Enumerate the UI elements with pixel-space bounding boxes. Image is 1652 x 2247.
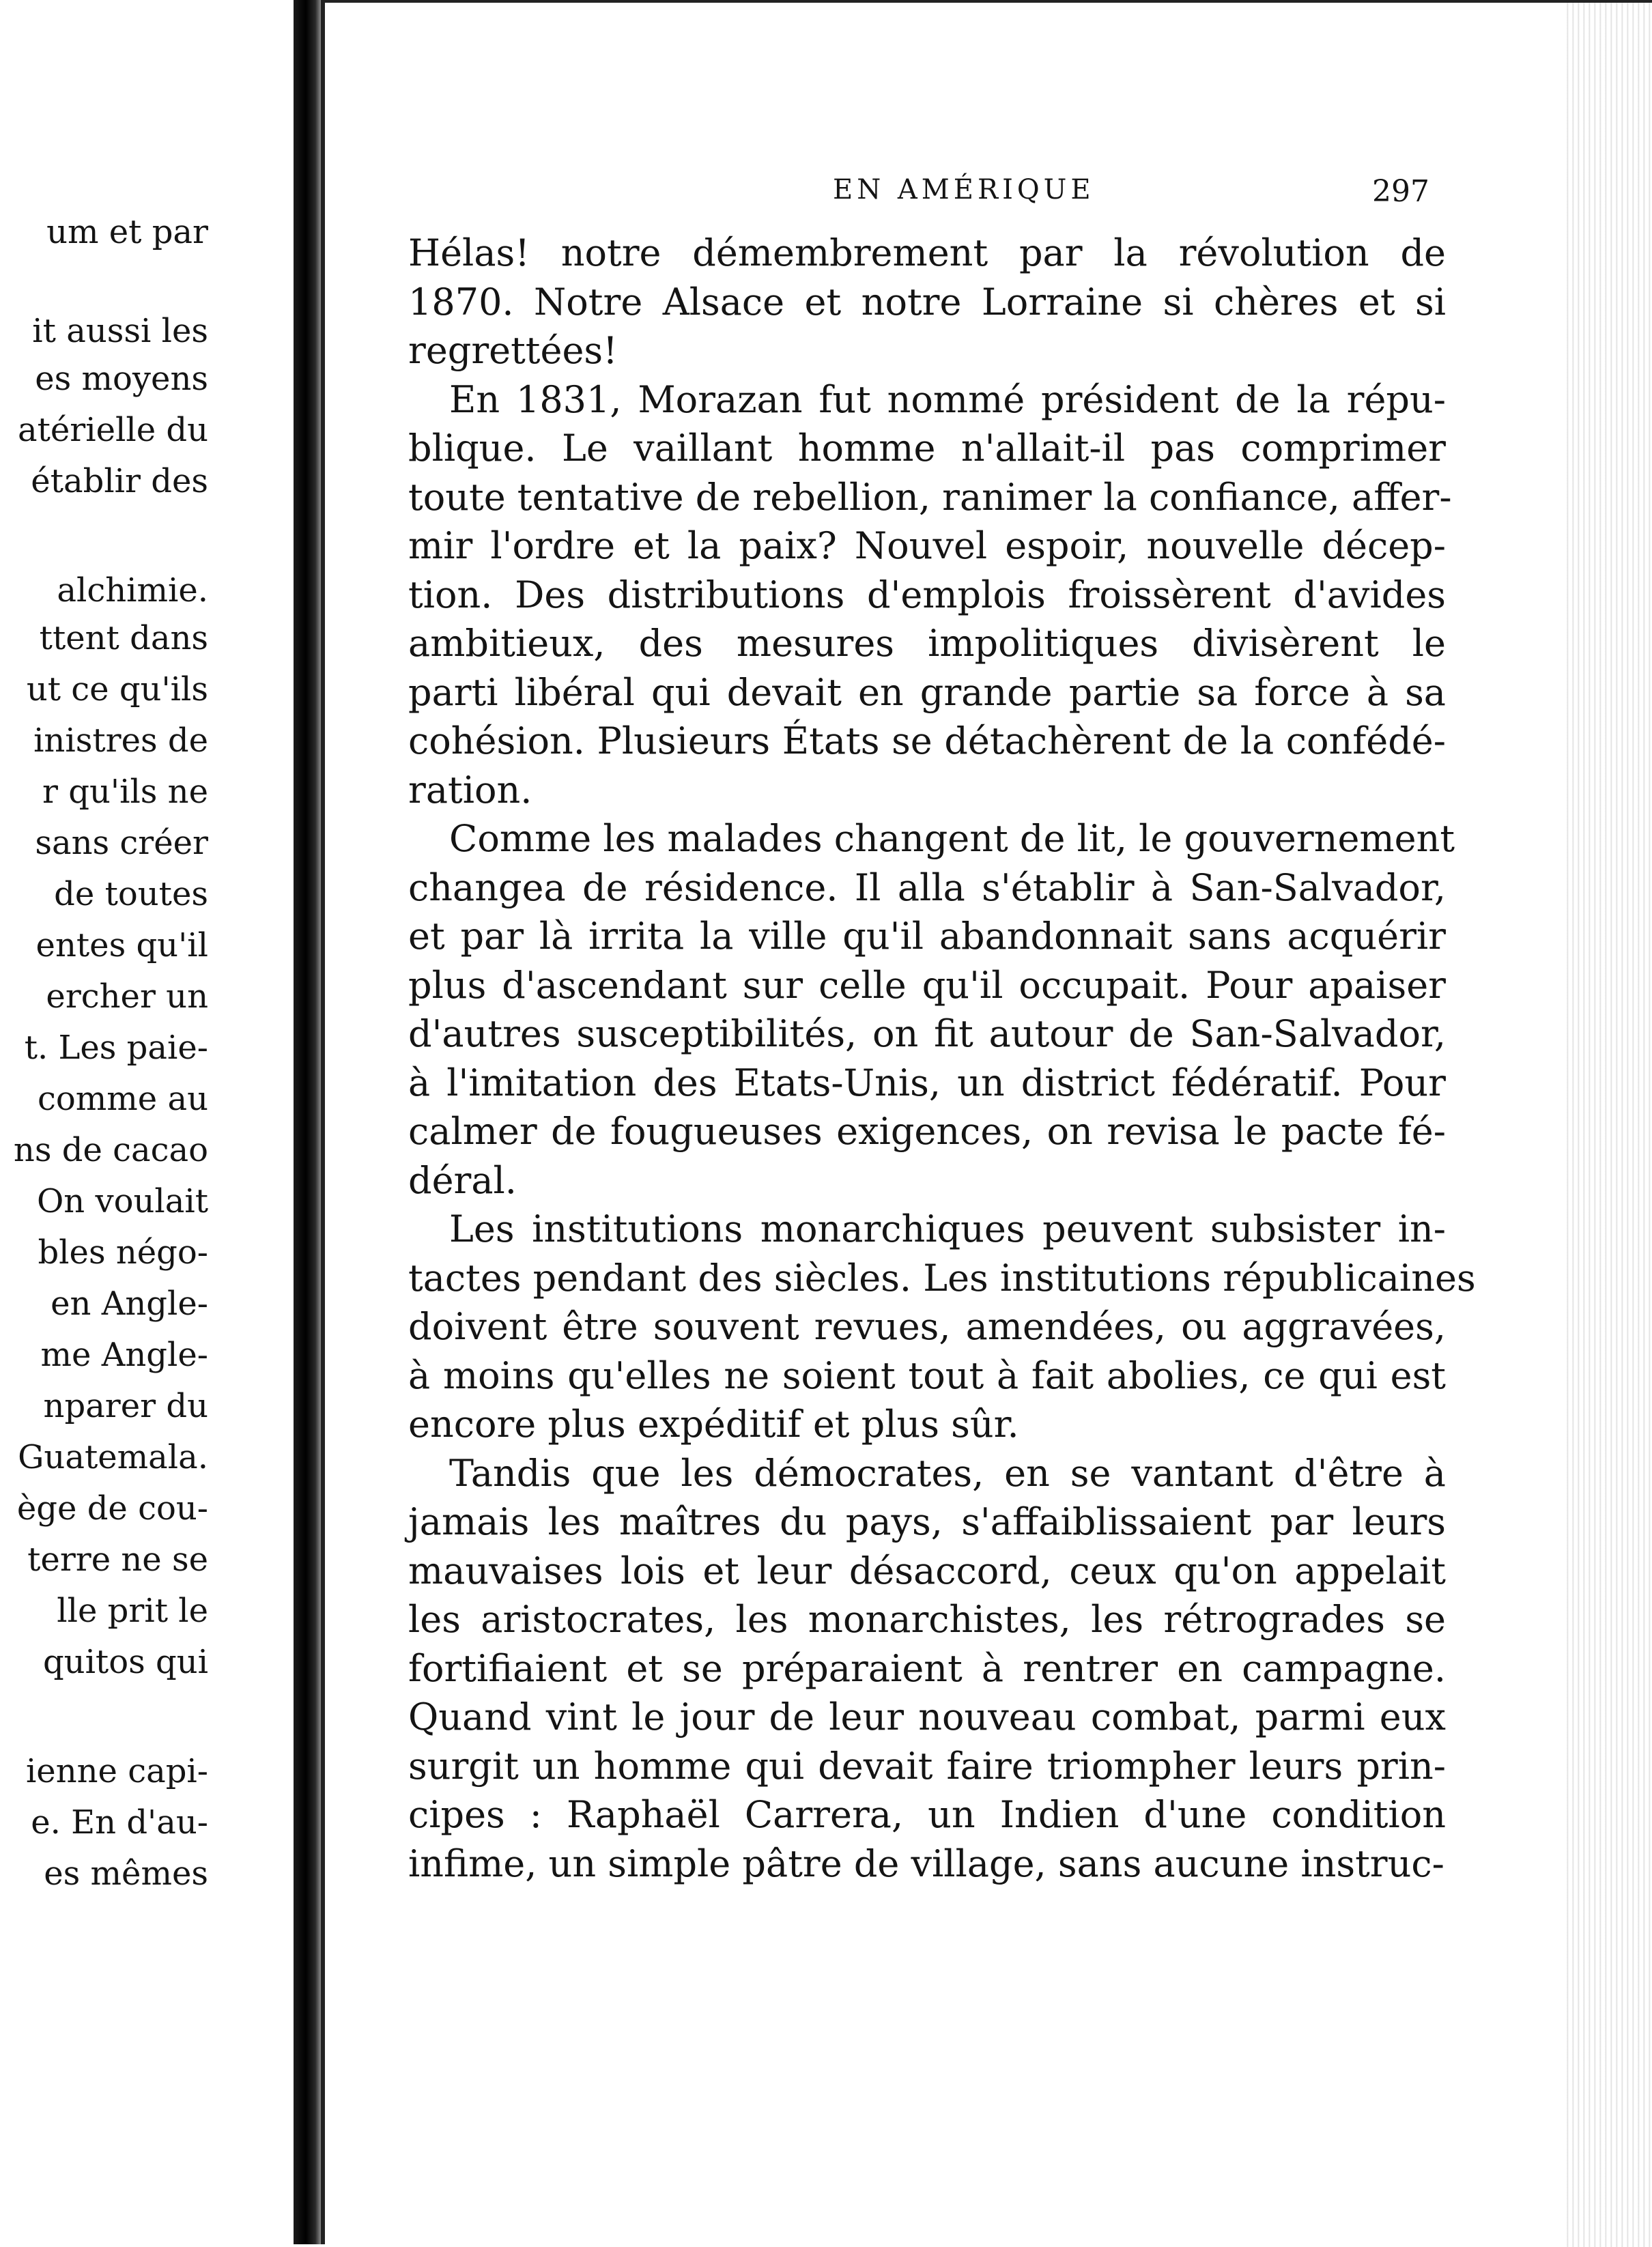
page-edge-stack: [1563, 3, 1652, 2247]
facing-page-line: Guatemala.: [18, 1438, 208, 1476]
text-line: ambitieux, des mesures impolitiques divisèrent le: [408, 622, 1446, 665]
paragraph: [408, 229, 1446, 375]
text-line: En 1831, Morazan fut nommé président de la répu-: [449, 377, 1446, 421]
paragraph: [408, 1449, 1446, 1889]
text-line: calmer de fougueuses exigences, on revisa le pacte fé-: [408, 1110, 1446, 1153]
paragraph: [408, 1205, 1476, 1449]
text-line: surgit un homme qui devait faire triompher leurs prin-: [408, 1744, 1446, 1788]
text-line: ration.: [408, 768, 532, 812]
facing-page-line: inistres de: [33, 721, 208, 760]
facing-page-line: lle prit le: [57, 1592, 208, 1630]
facing-page-line: ns de cacao: [13, 1131, 208, 1169]
text-line: toute tentative de rebellion, ranimer la confiance, affer-: [408, 475, 1452, 519]
facing-page-line: entes qu'il: [35, 926, 208, 964]
facing-page-line: comme au: [37, 1080, 208, 1118]
facing-page-line: ttent dans: [39, 619, 208, 657]
facing-page-line: de toutes: [54, 875, 208, 913]
text-line: déral.: [408, 1158, 517, 1202]
text-line: jamais les maîtres du pays, s'affaiblissaient par leurs: [408, 1500, 1446, 1543]
facing-page-line: ienne capi-: [25, 1752, 208, 1790]
facing-page-line: ut ce qu'ils: [26, 670, 208, 709]
text-line: 1870. Notre Alsace et notre Lorraine si chères et si: [408, 280, 1446, 324]
body-text: [408, 229, 1476, 1888]
facing-page-line: ège de cou-: [16, 1489, 208, 1528]
facing-page-line: um et par: [46, 213, 208, 251]
facing-page-line: es moyens: [35, 360, 208, 398]
text-line: les aristocrates, les monarchistes, les rétrogrades se: [408, 1598, 1446, 1641]
facing-page-line: atérielle du: [17, 411, 208, 449]
facing-page-line: it aussi les: [32, 312, 208, 350]
text-line: Hélas! notre démembrement par la révolution de: [408, 231, 1446, 274]
facing-page-line: es mêmes: [44, 1855, 208, 1893]
text-line: plus d'ascendant sur celle qu'il occupait. Pour apaiser: [408, 963, 1446, 1007]
text-line: Tandis que les démocrates, en se vantant d'être à: [449, 1451, 1446, 1495]
paragraph: [408, 814, 1455, 1205]
text-line: mauvaises lois et leur désaccord, ceux qu'on appelait: [408, 1549, 1446, 1592]
facing-page-line: alchimie.: [57, 571, 208, 610]
text-line: encore plus expéditif et plus sûr.: [408, 1403, 1019, 1446]
text-line: infime, un simple pâtre de village, sans aucune instruc-: [408, 1842, 1444, 1885]
facing-page-line: bles négo-: [38, 1233, 208, 1272]
facing-page-line: en Angle-: [51, 1285, 208, 1323]
text-line: doivent être souvent revues, amendées, ou aggravées,: [408, 1305, 1446, 1348]
text-line: changea de résidence. Il alla s'établir à San-Salvador,: [408, 865, 1446, 909]
running-head: EN AMÉRIQUE: [833, 174, 1095, 205]
facing-page-line: sans créer: [35, 824, 208, 862]
facing-page-line: e. En d'au-: [31, 1803, 208, 1842]
facing-page-line: quitos qui: [42, 1643, 208, 1681]
text-line: à l'imitation des Etats-Unis, un district fédératif. Pour: [408, 1061, 1446, 1104]
facing-page-line: me Angle-: [40, 1336, 208, 1374]
text-line: d'autres susceptibilités, on fit autour de San-Salvador,: [408, 1012, 1446, 1055]
text-line: Les institutions monarchiques peuvent subsister in-: [449, 1207, 1446, 1250]
text-line: cipes : Raphaël Carrera, un Indien d'une condition: [408, 1793, 1446, 1836]
facing-page: [0, 0, 294, 2244]
book-binding: [294, 0, 321, 2244]
page-number: 297: [1372, 174, 1429, 209]
facing-page-line: nparer du: [43, 1387, 208, 1425]
facing-page-line: ercher un: [46, 977, 208, 1016]
text-line: blique. Le vaillant homme n'allait-il pas comprimer: [408, 427, 1446, 470]
text-line: Comme les malades changent de lit, le gouvernement: [449, 817, 1455, 860]
facing-page-line: terre ne se: [27, 1541, 208, 1579]
text-line: et par là irrita la ville qu'il abandonnait sans acquérir: [408, 915, 1446, 958]
paragraph: [408, 375, 1452, 815]
text-line: tion. Des distributions d'emplois froissèrent d'avides: [408, 573, 1446, 616]
text-line: mir l'ordre et la paix? Nouvel espoir, nouvelle décep-: [408, 524, 1446, 567]
text-line: fortifiaient et se préparaient à rentrer en campagne.: [408, 1646, 1446, 1690]
text-line: Quand vint le jour de leur nouveau combat, parmi eux: [408, 1695, 1446, 1738]
facing-page-line: établir des: [31, 462, 208, 500]
text-line: tactes pendant des siècles. Les institutions républicaines: [408, 1256, 1476, 1300]
text-line: cohésion. Plusieurs États se détachèrent de la confédé-: [408, 719, 1446, 762]
text-line: regrettées!: [408, 329, 618, 372]
facing-page-line: t. Les paie-: [24, 1029, 208, 1067]
facing-page-line: On voulait: [36, 1182, 208, 1220]
text-line: parti libéral qui devait en grande partie sa force à sa: [408, 670, 1446, 714]
text-line: à moins qu'elles ne soient tout à fait abolies, ce qui est: [408, 1354, 1446, 1397]
facing-page-line: r qu'ils ne: [42, 773, 208, 811]
